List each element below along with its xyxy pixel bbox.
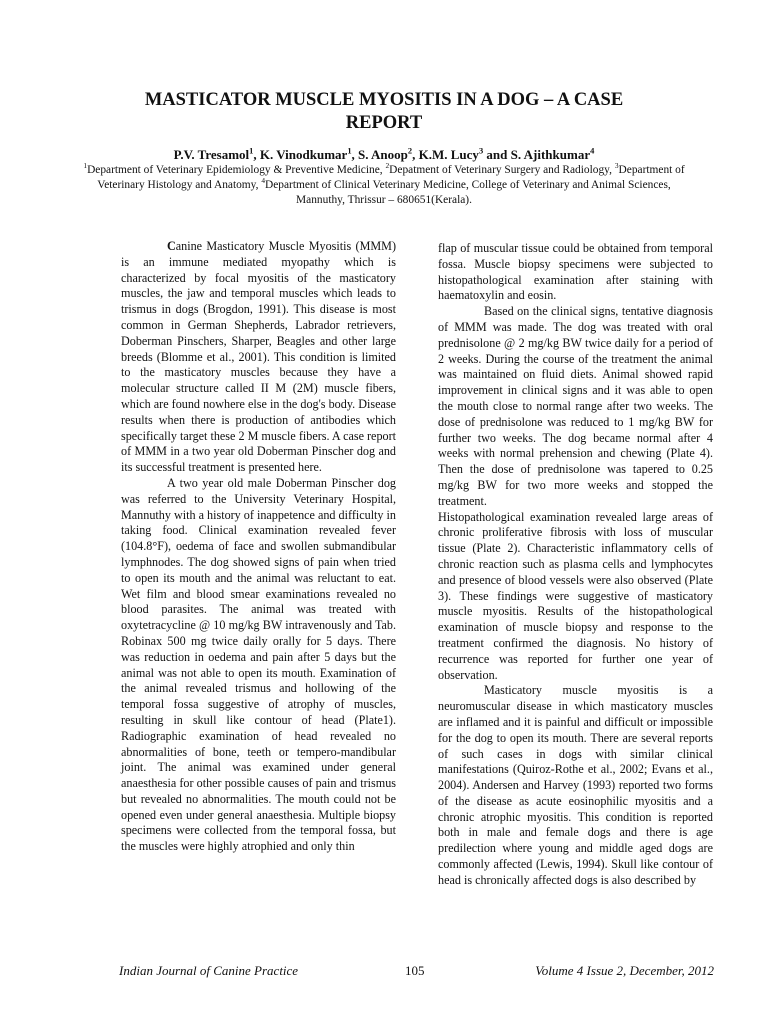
paragraph: Masticatory muscle myositis is a neuromuscular disease in which masticatory muscles are inflamed and it is painful and difficult or impossible for the dog to open its mouth. There are several reports of such cases in dogs with similar clinical manifestations (Quiroz-Rothe et al., 2002; Evans et al., 2004). Andersen and Harvey (1993) reported two forms of the disease as acute eosinophilic myositis and a chronic atrophic myositis. This condition is reported both in male and female dogs and there is age predilection where young and middle aged dogs are commonly affected (Lewis, 1994). Skull like contour of head is chronically affected dogs is also described by bbox=[438, 683, 713, 887]
author-list bbox=[80, 147, 688, 163]
affiliations bbox=[72, 163, 696, 208]
paragraph: Based on the clinical signs, tentative diagnosis of MMM was made. The dog was treated with oral prednisolone @ 2 mg/kg BW twice daily for a period of 2 weeks. During the course of the treatment the animal was maintained on fluid diets. Animal showed rapid improvement in clinical signs and it was able to open the mouth close to normal range after two weeks. The dose of prednisolone was reduced to 1 mg/kg BW for further two weeks. The dog became normal after 4 weeks with normal prehension and chewing (Plate 4). Then the dose of prednisolone was tapered to 0.25 mg/kg BW for two more weeks and stopped the treatment. bbox=[438, 304, 713, 508]
affiliation: $^3$Department of Veterinary Histology and Anatomy, bbox=[97, 161, 685, 191]
page-number: 105 bbox=[405, 963, 425, 978]
author: K.M. Lucy$^3$ and bbox=[418, 145, 511, 162]
journal-name: Indian Journal of Canine Practice bbox=[119, 963, 299, 978]
body-column-left bbox=[121, 239, 396, 855]
author: P.V. Tresamol$^1$, bbox=[173, 145, 260, 162]
paragraph: Canine Masticatory Muscle Myositis (MMM) is an immune mediated myopathy which is characterized by focal myositis of the masticatory muscles, the jaw and temporal muscles which leads to trismus in dogs (Brogdon, 1991). This disease is most common in German Shepherds, Labrador retrievers, Doberman Pinschers, Sharper, Beagles and other large breeds (Blomme et al., 2001). This condition is limited to the masticatory muscles because they have a molecular structure called II M (2M) muscle fibers, which are found nowhere else in the dog's body. Disease results when there is production of antibodies which specifically target these 2 M muscle fibers. A case report of MMM in a two year old Doberman Pinscher dog and its successful treatment is presented here. bbox=[121, 239, 396, 475]
journal-volume: Volume 4 Issue 2, December, 2012 bbox=[535, 963, 714, 978]
drop-cap: C bbox=[167, 239, 176, 253]
paragraph: flap of muscular tissue could be obtained from temporal fossa. Muscle biopsy specimens were subjected to histopathological examination after staining with haematoxylin and eosin. bbox=[438, 241, 713, 303]
author: S. Anoop$^2$, bbox=[358, 145, 419, 162]
affiliation: $^2$Depatment of Veterinary Surgery and Radiology, bbox=[385, 161, 615, 176]
body-column-right bbox=[438, 241, 713, 889]
author: S. Ajithkumar$^4$ bbox=[510, 145, 595, 162]
paper-title: MASTICATOR MUSCLE MYOSITIS IN A DOG – A CASE REPORT bbox=[144, 90, 624, 133]
affiliation: College of Veterinary and Animal Sciences, Mannuthy, Thrissur – 680651(Kerala). bbox=[296, 179, 671, 206]
affiliation: $^1$Department of Veterinary Epidemiology & Preventive Medicine, bbox=[83, 161, 386, 176]
author: K. Vinodkumar$^1$, bbox=[259, 145, 359, 162]
paragraph: Histopathological examination revealed large areas of chronic proliferative fibrosis with loss of muscular tissue (Plate 2). Characteristic inflammatory cells of chronic reaction such as plasma cells and lymphocytes and presence of blood vessels were also observed (Plate 3). These findings were suggestive of masticatory muscle myositis. Results of the histopathological examination of muscle biopsy and response to the treatment confirmed the diagnosis. No history of recurrence was reported for further one year of observation. bbox=[438, 509, 713, 682]
affiliation: $^4$Department of Clinical Veterinary Medicine, bbox=[261, 176, 472, 191]
paragraph: A two year old male Doberman Pinscher dog was referred to the University Veterinary Hospital, Mannuthy with a history of inappetence and difficulty in taking food. Clinical examination revealed fever (104.8°F), oedema of face and swollen submandibular lymphnodes. The dog showed signs of pain when tried to open its mouth and the animal was reluctant to eat. Wet film and blood smear examinations revealed no blood parasites. The animal was treated with oxytetracycline @ 10 mg/kg BW intravenously and Tab. Robinax 500 mg twice daily orally for 5 days. There was reduction in oedema and pain after 5 days but the animal was not able to open its mouth. Examination of the animal revealed trismus and hollowing of the temporal fossa suggestive of atrophy of muscles, resulting in skull like contour of head (Plate1). Radiographic examination of head revealed no abnormalities of bone, teeth or tempero-mandibular joint. The animal was examined under general anaesthesia for other possible causes of pain and trismus but revealed no abnormalities. The mouth could not be opened even under general anaesthesia. Multiple biopsy specimens were collected from the temporal fossa, but the muscles were highly atrophied and only thin bbox=[121, 475, 396, 854]
